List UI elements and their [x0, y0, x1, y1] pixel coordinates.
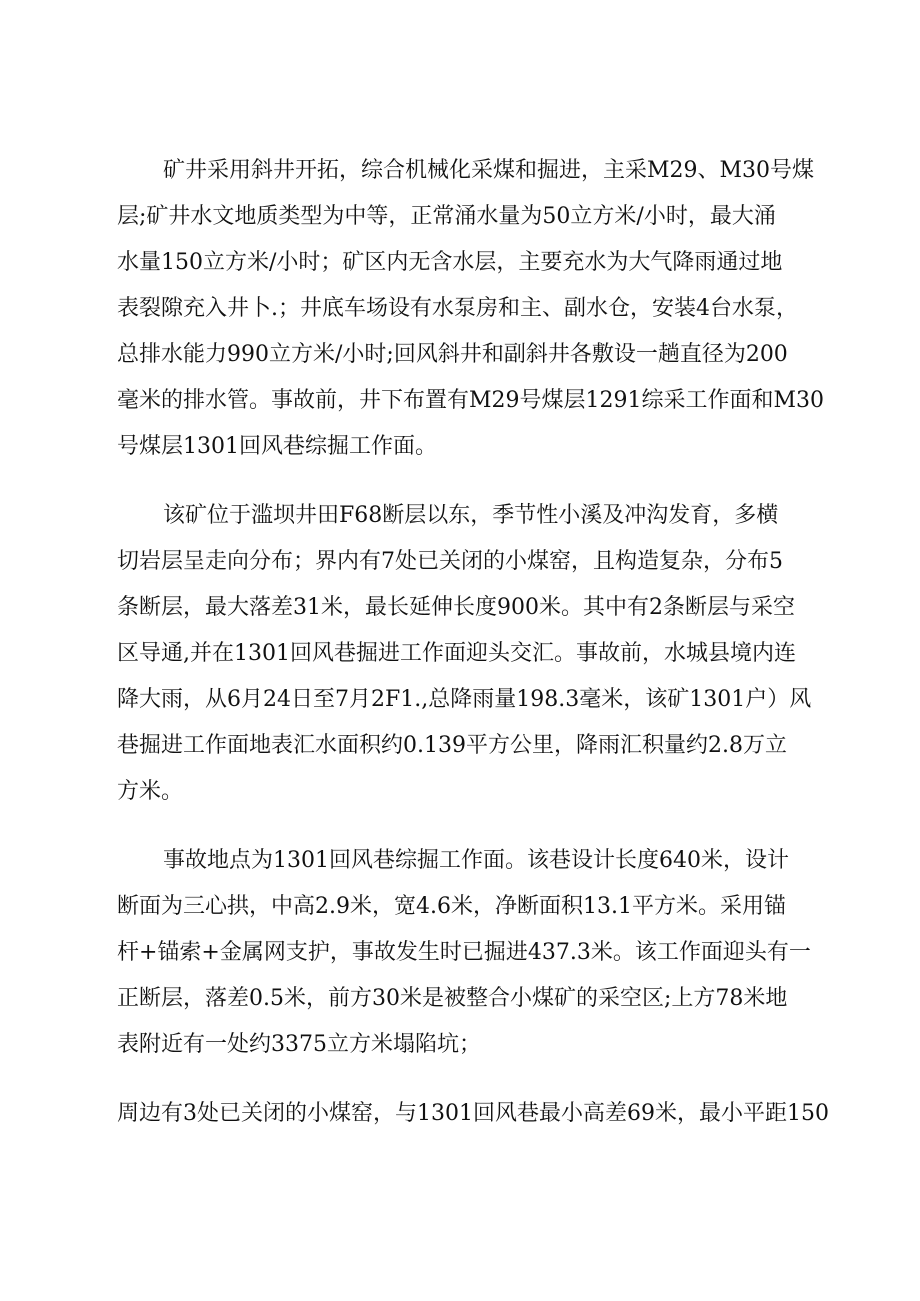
text-line: 周边有3处已关闭的小煤窑，与1301回风巷最小高差69米，最小平距150	[117, 1101, 829, 1126]
text-line: 号煤层1301回风巷综掘工作面。	[117, 434, 437, 459]
text-line: 毫米的排水管。事故前，井下布置有M29号煤层1291综采工作面和M30	[117, 388, 825, 413]
text-line: 降大雨，从6月24日至7月2F1.,总降雨量198.3毫米，该矿1301户）风	[117, 687, 812, 712]
text-line: 水量150立方米/小时；矿区内无含水层，主要充水为大气降雨通过地	[117, 250, 783, 275]
text-line: 杆+锚索+金属网支护，事故发生时已掘进437.3米。该工作面迎头有一	[117, 940, 811, 965]
text-line: 矿井采用斜井开拓，综合机械化采煤和掘进，主采M29、M30号煤	[163, 158, 815, 183]
text-line: 正断层，落差0.5米，前方30米是被整合小煤矿的采空区;上方78米地	[117, 986, 788, 1011]
text-line: 区导通,并在1301回风巷掘进工作面迎头交汇。事故前，水城县境内连	[117, 641, 796, 666]
text-line: 总排水能力990立方米/小时;回风斜井和副斜井各敷设一趟直径为200	[117, 342, 788, 367]
text-line: 表裂隙充入井卜.；井底车场设有水泵房和主、副水仓，安装4台水泵，	[117, 296, 798, 321]
text-line: 切岩层呈走向分布；界内有7处已关闭的小煤窑，且构造复杂，分布5	[117, 549, 783, 574]
text-line: 表附近有一处约3375立方米塌陷坑；	[117, 1032, 481, 1057]
text-line: 巷掘进工作面地表汇水面积约0.139平方公里，降雨汇积量约2.8万立	[117, 733, 787, 758]
text-line: 层;矿井水文地质类型为中等，正常涌水量为50立方米/小时，最大涌	[117, 204, 776, 229]
text-line: 该矿位于滥坝井田F68断层以东，季节性小溪及冲沟发育，多横	[163, 503, 779, 528]
text-line: 断面为三心拱，中高2.9米，宽4.6米，净断面积13.1平方米。采用锚	[117, 894, 786, 919]
text-line: 条断层，最大落差31米，最长延伸长度900米。其中有2条断层与采空	[117, 595, 795, 620]
text-line: 事故地点为1301回风巷综掘工作面。该巷设计长度640米，设计	[163, 848, 789, 873]
text-line: 方米。	[117, 779, 184, 804]
